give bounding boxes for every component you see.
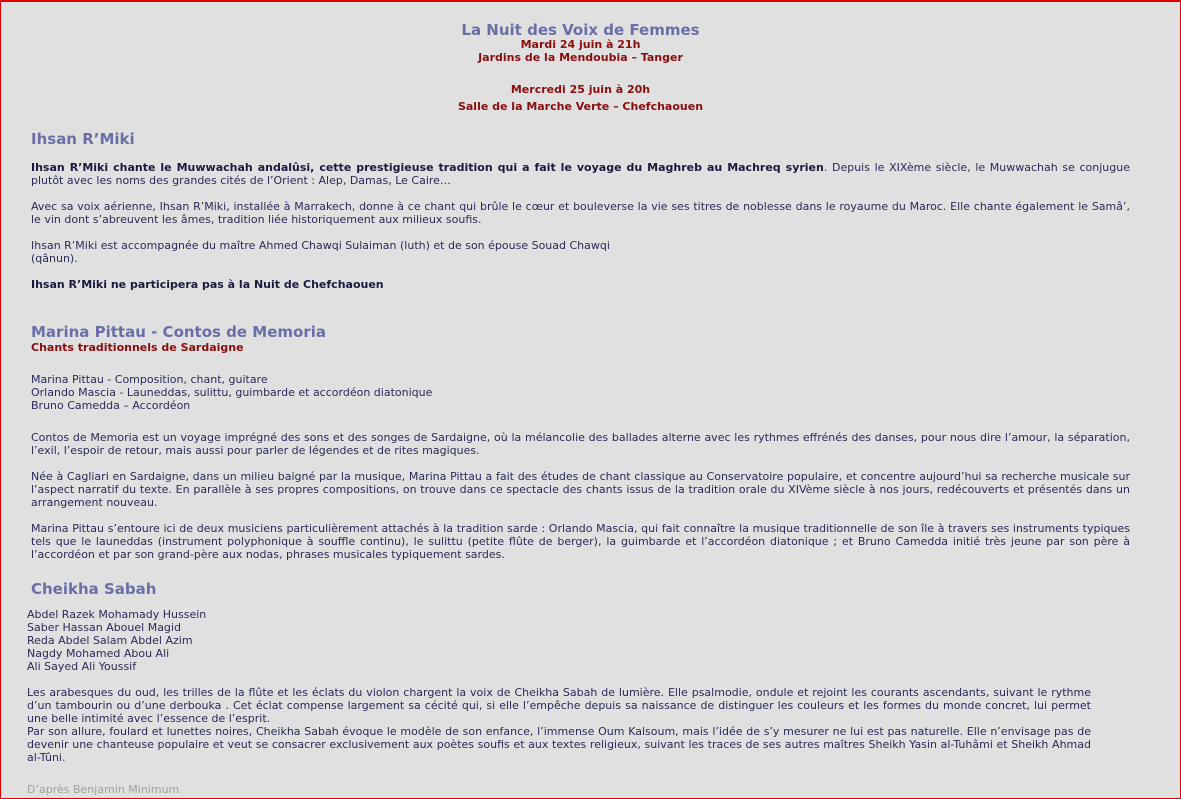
ihsan-paragraph-1 xyxy=(31,161,1130,187)
list-item: Ali Sayed Ali Youssif xyxy=(27,660,137,673)
page-title: La Nuit des Voix de Femmes xyxy=(461,21,700,39)
date-chefchaouen: Mercredi 25 juin à 20h xyxy=(510,83,651,96)
list-item: Saber Hassan Abouel Magid xyxy=(27,621,181,634)
ihsan-paragraph-2: Avec sa voix aérienne, Ihsan R’Miki, installée à Marrakech, donne à ce chant qui brûle le cœur et bouleverse la vie ses titres de noblesse dans le royaume du Maroc. Elle chante également le Samâ’, le vin dont s’abreuvent les âmes, tradition liée historiquement aux milieux soufis. xyxy=(31,200,1130,226)
section-title-sabah: Cheikha Sabah xyxy=(31,580,157,598)
section-subtitle-marina: Chants traditionnels de Sardaigne xyxy=(31,341,244,354)
list-item: Marina Pittau - Composition, chant, guitare xyxy=(31,373,268,386)
sabah-paragraph-1: Les arabesques du oud, les trilles de la flûte et les éclats du violon chargent la voix de Cheikha Sabah de lumière. Elle psalmodie, ondule et rejoint les courants ascendants, suivant le rythme d’un tambourin ou d’une derbouka . Cet éclat compense largement sa cécité qui, si elle l’empêche depuis sa naissance de distinguer les couleurs et les formes du monde concret, lui permet une belle intimité avec l’essence de l’esprit. xyxy=(27,686,1091,725)
marina-paragraph-2: Née à Cagliari en Sardaigne, dans un milieu baigné par la musique, Marina Pittau a fait des études de chant classique au Conservatoire populaire, et concentre aujourd’hui sa recherche musicale sur l’aspect narratif du texte. En parallèle à ses propres compositions, on trouve dans ce spectacle des chants issus de la tradition orale du XIVème siècle à nos jours, redécouverts et présentés dans un arrangement nouveau. xyxy=(31,470,1130,509)
venue-chefchaouen: Salle de la Marche Verte – Chefchaouen xyxy=(457,100,704,113)
sabah-paragraph-2: Par son allure, foulard et lunettes noires, Cheikha Sabah évoque le modèle de son enfance, l’immense Oum Kalsoum, mais l’idée de s’y mesurer ne lui est pas naturelle. Elle n’envisage pas de devenir une chanteuse populaire et veut se consacrer exclusivement aux poètes soufis et aux textes religieux, suivant les traces de ses autres maîtres Sheikh Yasin al-Tuhâmi et Sheikh Ahmad al-Tûni. xyxy=(27,725,1091,764)
ihsan-intro-bold: Ihsan R’Miki chante le Muwwachah andalûsi, cette prestigieuse tradition qui a fait le voyage du Maghreb au Machreq syrien xyxy=(31,161,824,174)
source-credit: D’après Benjamin Minimum xyxy=(27,783,180,796)
sabah-musicians-list xyxy=(27,608,206,673)
marina-musicians-list xyxy=(31,373,432,412)
ihsan-notice: Ihsan R’Miki ne participera pas à la Nuit de Chefchaouen xyxy=(31,278,384,291)
marina-paragraph-3: Marina Pittau s’entoure ici de deux musiciens particulièrement attachés à la tradition sarde : Orlando Mascia, qui fait connaître la musique traditionnelle de son île à travers ses instruments typiques tels que le launeddas (instrument polyphonique à souffle continu), le sulittu (petite flûte de berger), la guimbarde et l’accordéon diatonique ; et Bruno Camedda initié très jeune par son père à l’accordéon et par son grand-père aux nodas, phrases musicales typiquement sardes. xyxy=(31,522,1130,561)
date-tanger: Mardi 24 juin à 21h xyxy=(520,38,641,51)
list-item: Orlando Mascia - Launeddas, sulittu, guimbarde et accordéon diatonique xyxy=(31,386,433,399)
marina-paragraph-1: Contos de Memoria est un voyage imprégné des sons et des songes de Sardaigne, où la mélancolie des ballades alterne avec les rythmes effrénés des danses, pour nous dire l’amour, la séparation, l’exil, l’espoir de retour, mais aussi pour parler de légendes et de rites magiques. xyxy=(31,431,1130,457)
section-title-marina: Marina Pittau - Contos de Memoria xyxy=(31,323,327,341)
ihsan-accompaniment-line-2: (qânun). xyxy=(31,252,78,265)
list-item: Reda Abdel Salam Abdel Azim xyxy=(27,634,193,647)
ihsan-intro-rest: . Depuis le XIXème siècle, le Muwwachah se conjugue plutôt avec les noms des grandes cités de l’Orient : Alep, Damas, Le Caire… xyxy=(31,161,1130,187)
ihsan-accompaniment-line-1: Ihsan R’Miki est accompagnée du maître Ahmed Chawqi Sulaiman (luth) et de son épouse Souad Chawqi xyxy=(31,239,610,252)
list-item: Bruno Camedda – Accordéon xyxy=(31,399,191,412)
ihsan-paragraph-3 xyxy=(31,239,610,265)
list-item: Abdel Razek Mohamady Hussein xyxy=(27,608,207,621)
section-title-ihsan: Ihsan R’Miki xyxy=(31,130,135,148)
list-item: Nagdy Mohamed Abou Ali xyxy=(27,647,170,660)
venue-tanger: Jardins de la Mendoubia – Tanger xyxy=(478,51,683,64)
